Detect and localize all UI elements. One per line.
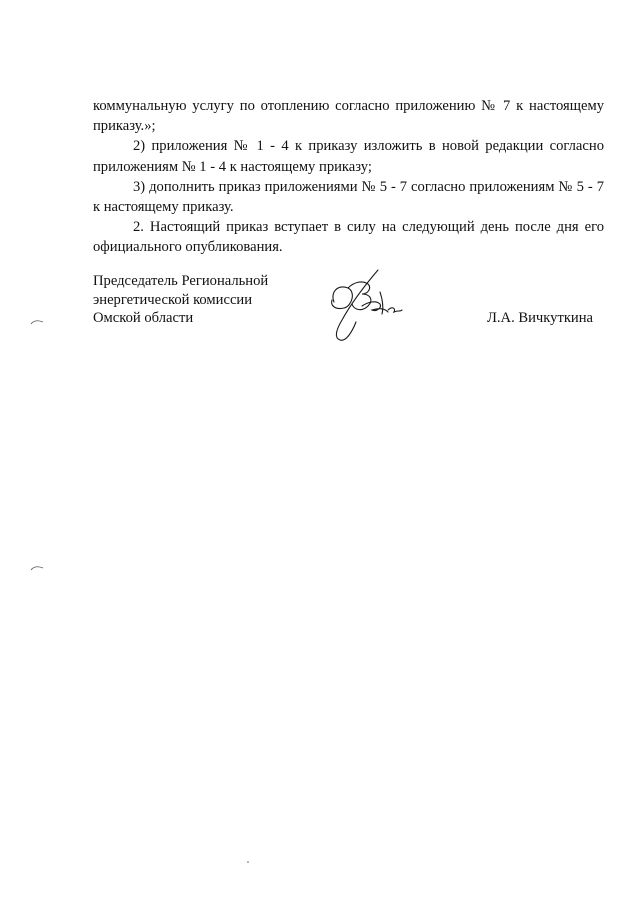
signatory-name: Л.А. Вичкуткина	[487, 310, 594, 326]
position-line: Омской области	[93, 310, 194, 326]
handwritten-signature-icon	[322, 262, 407, 344]
paragraph-item-2: 2) приложения № 1 - 4 к приказу изложить в новой редакции согласно приложениям № 1 - 4 к настоящему приказу;	[93, 138, 604, 175]
scan-dot-icon	[246, 860, 250, 864]
scan-mark-icon	[30, 564, 44, 572]
paragraph-item-3: 3) дополнить приказ приложениями № 5 - 7 согласно приложениям № 5 - 7 к настоящему приказу.	[93, 178, 604, 216]
paragraph-effective-date: 2. Настоящий приказ вступает в силу на следующий день после дня его официального опубликования.	[93, 219, 604, 256]
position-line: Председатель Региональной	[93, 273, 269, 289]
document-body	[93, 96, 604, 258]
scan-mark-icon	[30, 318, 44, 326]
paragraph-continuation: коммунальную услугу по отоплению согласно приложению № 7 к настоящему приказу.»;	[93, 98, 604, 135]
signatory-position	[93, 272, 293, 328]
position-line: энергетической комиссии	[93, 291, 253, 308]
